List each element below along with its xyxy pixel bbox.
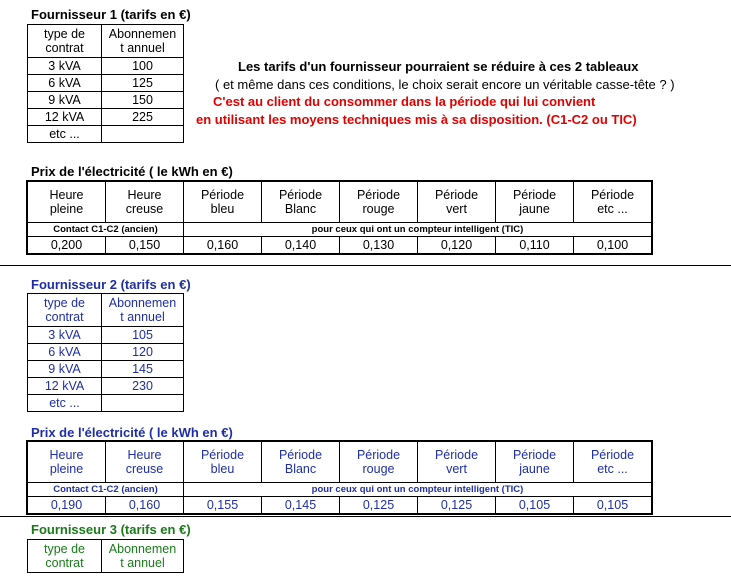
contract-type-cell: 6 kVA (28, 344, 102, 361)
subscription-price-cell: 230 (102, 378, 184, 395)
contract-type-cell: etc ... (28, 126, 102, 143)
table-header-row (28, 25, 184, 58)
subscription-price-cell: 145 (102, 361, 184, 378)
kwh-price-cell: 0,130 (340, 237, 418, 255)
subscription-price-cell: 105 (102, 327, 184, 344)
kwh-price-cell: 0,105 (496, 497, 574, 515)
kwh-price-cell: 0,140 (262, 237, 340, 255)
note-line-1: Les tarifs d'un fournisseur pourraient se réduire à ces 2 tableaux (238, 59, 639, 74)
separator-2 (0, 516, 731, 517)
kwh-price-cell: 0,145 (262, 497, 340, 515)
kwh-price-cell: 0,150 (106, 237, 184, 255)
kwh-price-cell: 0,190 (27, 497, 106, 515)
note-line-3: C'est au client du consommer dans la période qui lui convient (213, 94, 596, 109)
kwh-price-cell: 0,160 (184, 237, 262, 255)
subscription-price-cell (102, 126, 184, 143)
contract-type-cell: 12 kVA (28, 109, 102, 126)
note-line-4: en utilisant les moyens techniques mis à sa disposition. (C1-C2 ou TIC) (196, 112, 637, 127)
table-row (28, 378, 184, 395)
price-period-header: Période jaune (496, 441, 574, 483)
price-period-header: Heure creuse (106, 181, 184, 223)
price-period-header: Période Blanc (262, 181, 340, 223)
header-contract-type: type de contrat (28, 540, 102, 573)
f2-title: Fournisseur 2 (tarifs en €) (31, 277, 191, 292)
subscription-price-cell (102, 395, 184, 412)
price-period-header: Période etc ... (574, 181, 653, 223)
price-value-row (27, 237, 652, 255)
meter-tic-label: pour ceux qui ont un compteur intelligent (TIC) (184, 483, 653, 497)
table-row (28, 361, 184, 378)
header-annual-subscription: Abonnemen t annuel (102, 294, 184, 327)
price-header-row (27, 441, 652, 483)
header-annual-subscription: Abonnemen t annuel (102, 25, 184, 58)
price-period-header: Heure creuse (106, 441, 184, 483)
separator-1 (0, 265, 731, 266)
meter-tic-label: pour ceux qui ont un compteur intelligent (TIC) (184, 223, 653, 237)
price-period-header: Période jaune (496, 181, 574, 223)
price-period-header: Période bleu (184, 181, 262, 223)
meter-c1c2-label: Contact C1-C2 (ancien) (27, 483, 184, 497)
contract-type-cell: 3 kVA (28, 327, 102, 344)
contract-type-cell: 9 kVA (28, 92, 102, 109)
f1-title: Fournisseur 1 (tarifs en €) (31, 7, 191, 22)
header-contract-type: type de contrat (28, 25, 102, 58)
f1-price-title: Prix de l'électricité ( le kWh en €) (31, 164, 233, 179)
subscription-price-cell: 120 (102, 344, 184, 361)
price-period-header: Heure pleine (27, 181, 106, 223)
price-value-row (27, 497, 652, 515)
table-row (28, 395, 184, 412)
price-header-row (27, 181, 652, 223)
table-header-row (28, 294, 184, 327)
price-period-header: Période bleu (184, 441, 262, 483)
price-meter-row (27, 223, 652, 237)
kwh-price-cell: 0,200 (27, 237, 106, 255)
header-annual-subscription: Abonnemen t annuel (102, 540, 184, 573)
kwh-price-cell: 0,155 (184, 497, 262, 515)
price-period-header: Période Blanc (262, 441, 340, 483)
subscription-price-cell: 100 (102, 58, 184, 75)
f1-price-table (26, 180, 653, 255)
table-header-row (28, 540, 184, 573)
table-row (28, 327, 184, 344)
contract-type-cell: 3 kVA (28, 58, 102, 75)
kwh-price-cell: 0,110 (496, 237, 574, 255)
header-contract-type: type de contrat (28, 294, 102, 327)
price-period-header: Période rouge (340, 441, 418, 483)
price-period-header: Heure pleine (27, 441, 106, 483)
f3-title: Fournisseur 3 (tarifs en €) (31, 522, 191, 537)
price-period-header: Période vert (418, 181, 496, 223)
price-period-header: Période rouge (340, 181, 418, 223)
subscription-price-cell: 150 (102, 92, 184, 109)
table-row (28, 75, 184, 92)
contract-type-cell: 12 kVA (28, 378, 102, 395)
contract-type-cell: 9 kVA (28, 361, 102, 378)
contract-type-cell: 6 kVA (28, 75, 102, 92)
kwh-price-cell: 0,125 (340, 497, 418, 515)
price-meter-row (27, 483, 652, 497)
kwh-price-cell: 0,105 (574, 497, 653, 515)
kwh-price-cell: 0,160 (106, 497, 184, 515)
subscription-price-cell: 225 (102, 109, 184, 126)
meter-c1c2-label: Contact C1-C2 (ancien) (27, 223, 184, 237)
f2-subscription-table (27, 293, 184, 412)
kwh-price-cell: 0,125 (418, 497, 496, 515)
price-period-header: Période vert (418, 441, 496, 483)
subscription-price-cell: 125 (102, 75, 184, 92)
table-row (28, 92, 184, 109)
f3-subscription-table (27, 539, 184, 573)
f2-price-title: Prix de l'électricité ( le kWh en €) (31, 425, 233, 440)
f2-price-table (26, 440, 653, 515)
table-row (28, 109, 184, 126)
table-row (28, 344, 184, 361)
price-period-header: Période etc ... (574, 441, 653, 483)
table-row (28, 58, 184, 75)
kwh-price-cell: 0,100 (574, 237, 653, 255)
contract-type-cell: etc ... (28, 395, 102, 412)
f1-subscription-table (27, 24, 184, 143)
note-line-2: ( et même dans ces conditions, le choix serait encore un véritable casse-tête ? ) (215, 77, 675, 92)
table-row (28, 126, 184, 143)
kwh-price-cell: 0,120 (418, 237, 496, 255)
